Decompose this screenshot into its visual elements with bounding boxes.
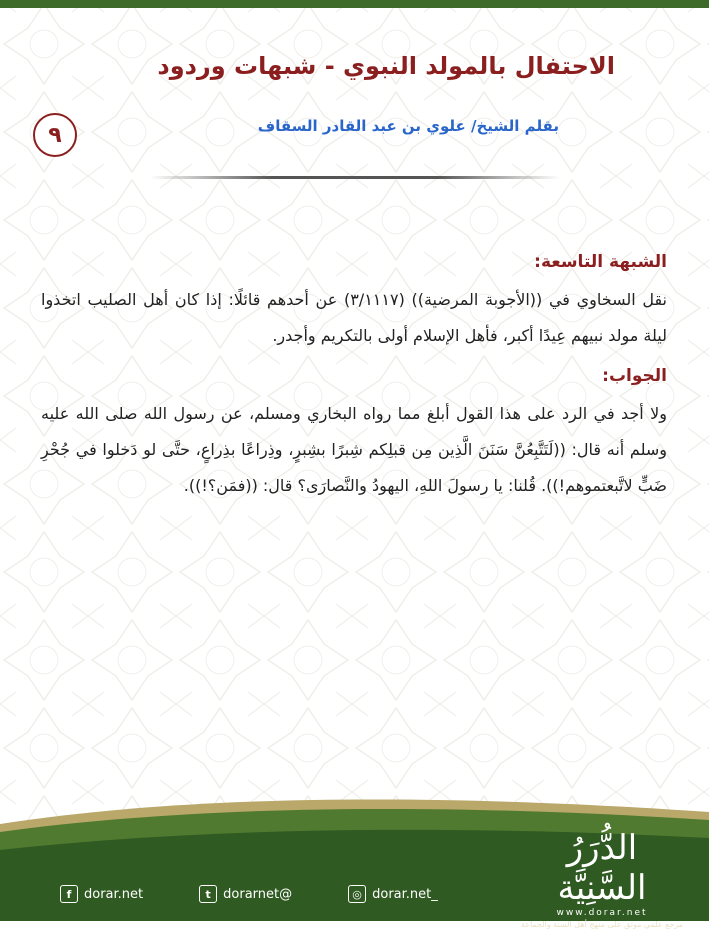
top-bar <box>0 0 709 8</box>
answer-paragraph: ولا أجد في الرد على هذا القول أبلغ مما رواه البخاري ومسلم، عن رسول الله صلى الله عليه وسلم أنه قال: ((لَتَتَّبِعُنَّ سَنَنَ الَّذِين مِن قبلِكم شِبرًا بشِبرٍ، وذِراعًا بذِراعٍ، حتَّى لو دَخلوا في جُحْرِ ضَبٍّ لاتَّبعتموهم!)). قُلنا: يا رسولَ اللهِ، اليهودُ والنَّصارَى؟ قال: ((فمَن؟!)). <box>41 404 667 495</box>
social-links <box>60 885 438 903</box>
facebook-link[interactable] <box>60 885 143 903</box>
doubt-paragraph: نقل السخاوي في ((الأجوبة المرضية)) (٣/١١١٧) عن أحدهم قائلًا: إذا كان أهل الصليب اتخذوا ليلة مولد نبيهم عِيدًا أكبر، فأهل الإسلام أولى بالتكريم وأجدر. <box>41 290 667 345</box>
title-divider <box>150 176 560 179</box>
logo-tagline: مرجع علمي موثق على منهج أهل السنة والجماعة <box>520 920 684 929</box>
twitter-link[interactable] <box>199 885 292 903</box>
twitter-handle: dorarnet@ <box>223 886 293 902</box>
facebook-handle: dorar.net <box>84 886 144 902</box>
page-title: الاحتفال بالمولد النبوي - شبهات وردود <box>157 52 615 80</box>
facebook-icon: f <box>60 885 78 903</box>
section-heading-doubt: الشبهة التاسعة: <box>534 252 667 272</box>
instagram-icon: ◎ <box>348 885 366 903</box>
episode-number-badge: ٩ <box>33 113 77 157</box>
section-heading-answer: الجواب: <box>602 366 667 386</box>
twitter-icon: t <box>199 885 217 903</box>
logo-name: الدُّرَرُ السَّنِيَّة <box>557 828 647 908</box>
instagram-handle: dorar.net_ <box>372 886 438 902</box>
logo-url: www.dorar.net <box>556 908 648 918</box>
site-logo <box>517 828 687 929</box>
article-body <box>41 248 667 512</box>
instagram-link[interactable] <box>348 885 438 903</box>
author-line: بقلم الشيخ/ علوي بن عبد القادر السقاف <box>257 117 559 135</box>
